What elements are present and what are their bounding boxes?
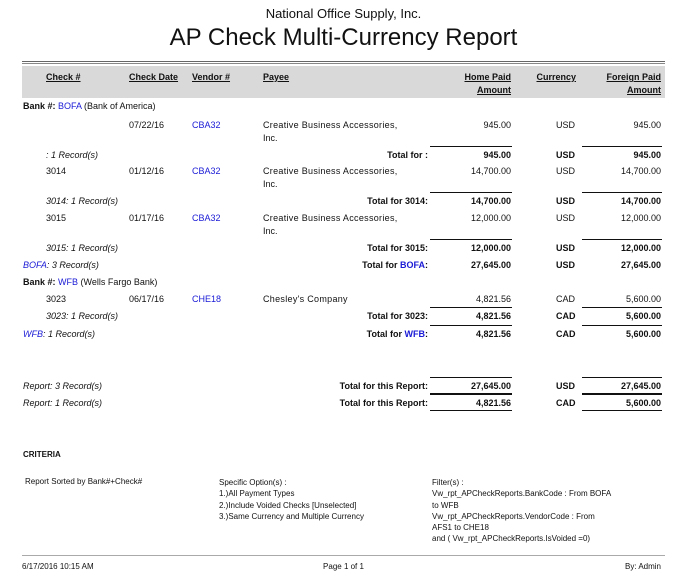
foreign-paid-amount: 14,700.00 <box>620 166 661 176</box>
total-label <box>250 243 428 253</box>
total-prefix: Total for <box>362 260 400 270</box>
header-divider <box>22 61 665 64</box>
col-check[interactable]: Check # <box>46 72 81 82</box>
total-foreign-paid: 5,600.00 <box>625 398 661 408</box>
total-foreign-paid: 945.00 <box>633 150 661 160</box>
total-bank-link[interactable]: BOFA <box>399 260 425 270</box>
foreign-paid-amount: 5,600.00 <box>625 294 661 304</box>
total-home-paid: 27,645.00 <box>470 381 511 391</box>
total-currency: USD <box>556 196 576 206</box>
criteria-heading: CRITERIA <box>23 450 61 459</box>
record-count-text: : 1 Record(s) <box>43 329 96 339</box>
total-home-paid: 12,000.00 <box>470 243 511 253</box>
total-prefix: Total for <box>366 329 405 339</box>
payee: Creative Business Accessories, <box>263 213 398 223</box>
bank-code-link[interactable]: BOFA <box>58 101 82 111</box>
vendor-link[interactable]: CBA32 <box>192 120 221 130</box>
bank-group-header <box>23 277 157 287</box>
payee: Chesley's Company <box>263 294 348 304</box>
record-count <box>23 329 95 339</box>
total-bank-link[interactable]: WFB <box>404 329 425 339</box>
home-paid-amount: 14,700.00 <box>470 166 511 176</box>
record-count <box>46 311 118 321</box>
col-home-paid-2: Amount <box>477 85 511 95</box>
check-number: 3015 <box>46 213 67 223</box>
bank-label: Bank #: <box>23 101 59 111</box>
footer-divider <box>22 555 665 556</box>
total-prefix: Total for 3015: <box>367 243 428 253</box>
total-prefix: Total for 3014: <box>367 196 428 206</box>
option-item: 1.)All Payment Types <box>219 489 295 499</box>
vendor-link[interactable]: CBA32 <box>192 213 221 223</box>
footer-page: Page 1 of 1 <box>323 562 364 571</box>
vendor-link[interactable]: CBA32 <box>192 166 221 176</box>
record-count <box>23 260 99 270</box>
company-name: National Office Supply, Inc. <box>265 6 422 21</box>
total-prefix: Total for this Report: <box>339 398 428 408</box>
vendor-link[interactable]: CHE18 <box>192 294 222 304</box>
check-date: 07/22/16 <box>129 120 165 130</box>
total-currency: CAD <box>556 329 576 339</box>
record-count-text: : 1 Record(s) <box>46 150 99 160</box>
total-rule <box>582 394 662 395</box>
record-count <box>46 243 118 253</box>
total-rule <box>582 192 662 193</box>
currency: USD <box>556 120 576 130</box>
record-count <box>23 398 102 408</box>
home-paid-amount: 945.00 <box>483 120 511 130</box>
total-rule <box>430 146 512 147</box>
record-count-text: : 3 Record(s) <box>46 260 99 270</box>
foreign-paid-amount: 945.00 <box>633 120 661 130</box>
total-home-paid: 4,821.56 <box>475 398 511 408</box>
total-prefix: Total for 3023: <box>367 311 428 321</box>
record-count <box>46 150 98 160</box>
total-home-paid: 945.00 <box>483 150 511 160</box>
foreign-paid-amount: 12,000.00 <box>620 213 661 223</box>
total-currency: USD <box>556 243 576 253</box>
filter-item: and ( Vw_rpt_APCheckReports.IsVoided =0) <box>432 534 591 544</box>
total-rule <box>582 325 662 326</box>
check-date: 01/17/16 <box>129 213 165 223</box>
total-rule <box>582 146 662 147</box>
total-currency: USD <box>556 381 576 391</box>
payee: Creative Business Accessories, <box>263 120 398 130</box>
total-home-paid: 14,700.00 <box>470 196 511 206</box>
total-foreign-paid: 5,600.00 <box>625 329 661 339</box>
total-rule <box>582 307 662 308</box>
total-label <box>250 196 428 206</box>
payee-cont: Inc. <box>263 179 278 189</box>
total-foreign-paid: 27,645.00 <box>620 381 661 391</box>
footer-datetime: 6/17/2016 10:15 AM <box>22 562 94 571</box>
filter-item: Vw_rpt_APCheckReports.BankCode : From BOFA <box>432 489 612 499</box>
record-count <box>46 196 118 206</box>
payee-cont: Inc. <box>263 133 278 143</box>
payee-cont: Inc. <box>263 226 278 236</box>
total-home-paid: 4,821.56 <box>475 311 511 321</box>
total-rule <box>430 410 512 411</box>
record-count-text: 3014: 1 Record(s) <box>46 196 119 206</box>
check-date: 06/17/16 <box>129 294 165 304</box>
total-label <box>250 311 428 321</box>
bank-group-header <box>23 101 156 111</box>
total-label <box>250 398 428 408</box>
filter-item: AFS1 to CHE18 <box>432 523 489 533</box>
total-rule <box>430 239 512 240</box>
footer-user: By: Admin <box>624 562 661 571</box>
option-item: 2.)Include Voided Checks [Unselected] <box>219 500 357 510</box>
criteria-filters <box>432 477 611 545</box>
total-suffix: : <box>425 260 428 270</box>
check-date: 01/12/16 <box>129 166 165 176</box>
total-suffix: : <box>425 329 428 339</box>
check-number: 3023 <box>46 294 67 304</box>
report-title: AP Check Multi-Currency Report <box>169 24 518 51</box>
total-foreign-paid: 27,645.00 <box>620 260 661 270</box>
total-label <box>250 381 428 391</box>
bank-name: (Bank of America) <box>81 101 156 111</box>
total-label <box>250 329 428 339</box>
col-currency[interactable]: Currency <box>536 72 576 82</box>
home-paid-amount: 4,821.56 <box>475 294 511 304</box>
criteria-sort: Report Sorted by Bank#+Check# <box>25 477 143 486</box>
bank-code-link[interactable]: WFB <box>23 329 43 339</box>
total-home-paid: 27,645.00 <box>470 260 511 270</box>
total-currency: USD <box>556 150 576 160</box>
criteria-options <box>219 477 364 522</box>
total-label <box>250 150 428 160</box>
total-prefix: Total for : <box>387 150 428 160</box>
total-currency: USD <box>556 260 576 270</box>
bank-label: Bank #: <box>23 277 59 287</box>
record-count-text: Report: 3 Record(s) <box>23 381 103 391</box>
currency: CAD <box>556 294 576 304</box>
total-home-paid: 4,821.56 <box>475 329 511 339</box>
payee: Creative Business Accessories, <box>263 166 398 176</box>
total-currency: CAD <box>556 311 576 321</box>
filter-item: Vw_rpt_APCheckReports.VendorCode : From <box>432 511 595 521</box>
home-paid-amount: 12,000.00 <box>470 213 511 223</box>
total-foreign-paid: 5,600.00 <box>625 311 661 321</box>
total-prefix: Total for this Report: <box>339 381 428 391</box>
total-label <box>250 260 428 270</box>
record-count-text: Report: 1 Record(s) <box>23 398 103 408</box>
col-payee[interactable]: Payee <box>263 72 290 82</box>
col-home-paid[interactable]: Home Paid <box>464 72 511 82</box>
options-title: Specific Option(s) : <box>219 478 287 487</box>
currency: USD <box>556 213 576 223</box>
col-foreign-paid[interactable]: Foreign Paid <box>606 72 661 82</box>
filter-item: to WFB <box>432 500 459 510</box>
currency: USD <box>556 166 576 176</box>
col-check-date[interactable]: Check Date <box>129 72 179 82</box>
total-foreign-paid: 14,700.00 <box>620 196 661 206</box>
col-foreign-paid-2: Amount <box>627 85 661 95</box>
record-count <box>23 381 102 391</box>
total-foreign-paid: 12,000.00 <box>620 243 661 253</box>
option-item: 3.)Same Currency and Multiple Currency <box>219 511 364 521</box>
total-rule <box>430 325 512 326</box>
record-count-text: 3023: 1 Record(s) <box>46 311 119 321</box>
col-vendor[interactable]: Vendor # <box>192 72 231 82</box>
bank-code-link[interactable]: BOFA <box>23 260 47 270</box>
bank-code-link[interactable]: WFB <box>58 277 79 287</box>
total-currency: CAD <box>556 398 576 408</box>
total-rule <box>582 410 662 411</box>
total-rule <box>582 239 662 240</box>
check-number: 3014 <box>46 166 67 176</box>
total-rule <box>430 394 512 395</box>
total-rule <box>430 307 512 308</box>
total-rule <box>430 192 512 193</box>
filters-title: Filter(s) : <box>432 478 464 487</box>
record-count-text: 3015: 1 Record(s) <box>46 243 119 253</box>
total-rule <box>430 377 512 378</box>
total-rule <box>582 377 662 378</box>
bank-name: (Wells Fargo Bank) <box>78 277 158 287</box>
